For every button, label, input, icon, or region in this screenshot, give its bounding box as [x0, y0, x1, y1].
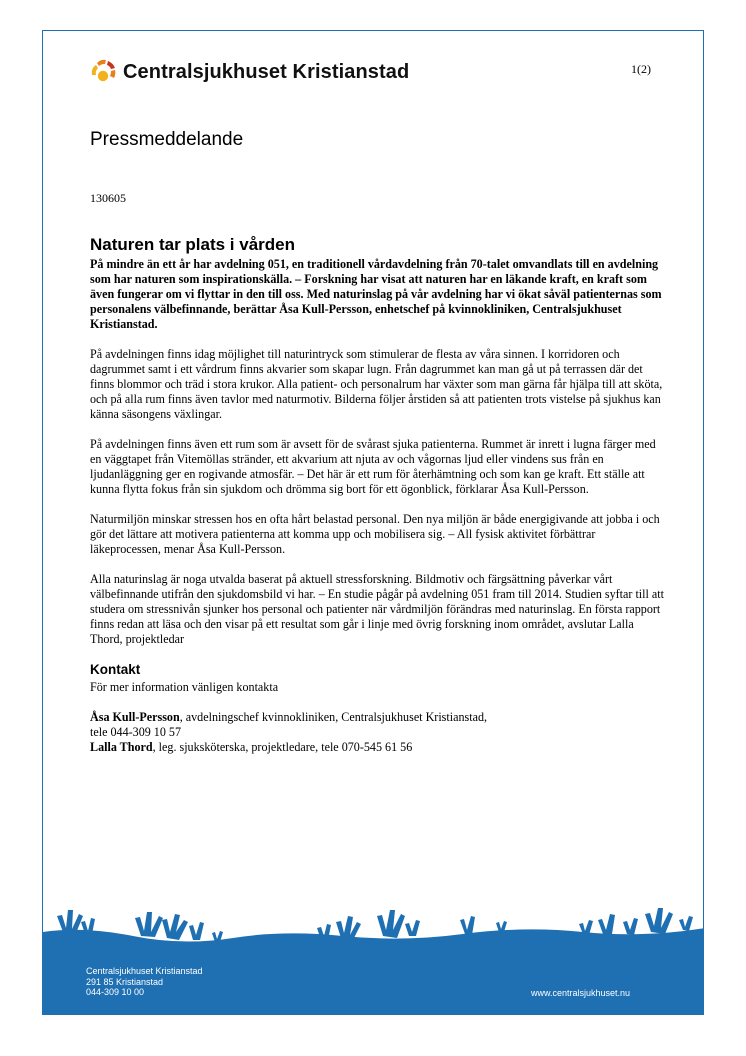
press-release-page	[42, 30, 704, 1015]
contact-person-2-details: , leg. sjuksköterska, projektledare, tele 070-545 61 56	[152, 740, 413, 754]
hospital-logo	[88, 56, 409, 88]
logo-text: Centralsjukhuset Kristianstad	[123, 60, 410, 83]
footer-address-phone: 044-309 10 00	[86, 987, 145, 997]
article-paragraph: Naturmiljön minskar stressen hos en ofta hårt belastad personal. Den nya miljön är både energigivande att jobba i och gör det lättare att motivera patienterna att komma upp och mobilisera sig. – All fysisk aktivitet förbättrar läkeprocessen, menar Åsa Kull-Persson.	[90, 512, 660, 556]
article-lead: På mindre än ett år har avdelning 051, en traditionell vårdavdelning från 70-talet omvandlats till en avdelning som har naturen som inspirationskälla. – Forskning har visat att naturen har en läkande kraft, en kraft som även fungerar om vi flyttar in den till oss. Med naturinslag på vår avdelning har vi ökat såväl patienternas som personalens välbefinnande, berättar Åsa Kull-Persson, enhetschef på kvinnokliniken, Centralsjukhuset Kristianstad.	[90, 257, 662, 331]
footer-address	[86, 966, 203, 998]
article-paragraph: På avdelningen finns även ett rum som är avsett för de svårast sjuka patienterna. Rummet är inrett i lugna färger med en väggtapet från Vitemöllas stränder, ett akvarium att njuta av och vågornas ljud eller vindens sus från en ljudanläggning ger en rogivande atmosfär. – Det här är ett rum för återhämtning och som kan ge kraft. Ett ställe att kunna flytta fokus från sin sjukdom och drömma sig bort för ett ögonblick, förklarar Åsa Kull-Persson.	[90, 437, 656, 496]
footer-website-link[interactable]: www.centralsjukhuset.nu	[531, 988, 631, 998]
article-paragraph: Alla naturinslag är noga utvalda baserat på aktuell stressforskning. Bildmotiv och färgsättning påverkar vårt välbefinnande utifrån den sjukdomsbild vi har. – En studie pågår på avdelning 051 fram till 2014. Studien syftar till att studera om stressnivån sjunker hos personal och patienter när vårdmiljön förändras med naturinslag. En första rapport finns redan att läsa och den visar på ett resultat som går i linje med övrig forskning inom området, avslutar Lalla Thord, projektledar	[90, 572, 664, 646]
footer-address-name: Centralsjukhuset Kristianstad	[86, 966, 203, 976]
contact-person-2	[90, 740, 665, 755]
contact-person-1-name: Åsa Kull-Persson	[90, 710, 180, 724]
contact-person-1	[90, 710, 665, 725]
page-number: 1(2)	[631, 62, 651, 76]
document-type-heading: Pressmeddelande	[90, 129, 244, 150]
contact-person-2-name: Lalla Thord	[90, 740, 153, 754]
logo-sun-icon	[88, 57, 118, 87]
footer-address-postal: 291 85 Kristianstad	[86, 976, 164, 987]
contact-person-1-details: , avdelningschef kvinnokliniken, Centralsjukhuset Kristianstad,	[179, 710, 488, 724]
article-body	[90, 235, 665, 755]
contact-intro: För mer information vänligen kontakta	[90, 680, 279, 694]
release-date: 130605	[90, 191, 126, 205]
article-headline: Naturen tar plats i vården	[90, 235, 296, 254]
contact-person-1-phone: tele 044-309 10 57	[90, 725, 182, 739]
article-paragraph: På avdelningen finns idag möjlighet till naturintryck som stimulerar de flesta av våra sinnen. I korridoren och dagrummet samt i ett vårdrum finns akvarier som skapar lugn. Från dagrummet kan man gå ut på terrassen där det finns blommor och träd i stora krukor. Alla patient- och personalrum har växter som man gärna får hjälpa till att sköta, och på alla rum finns även tavlor med naturmotiv. Bilderna följer årstiden så att patienten trots vistelse på sjukhus kan känna säsongens växlingar.	[90, 347, 663, 421]
contact-heading: Kontakt	[90, 662, 141, 677]
